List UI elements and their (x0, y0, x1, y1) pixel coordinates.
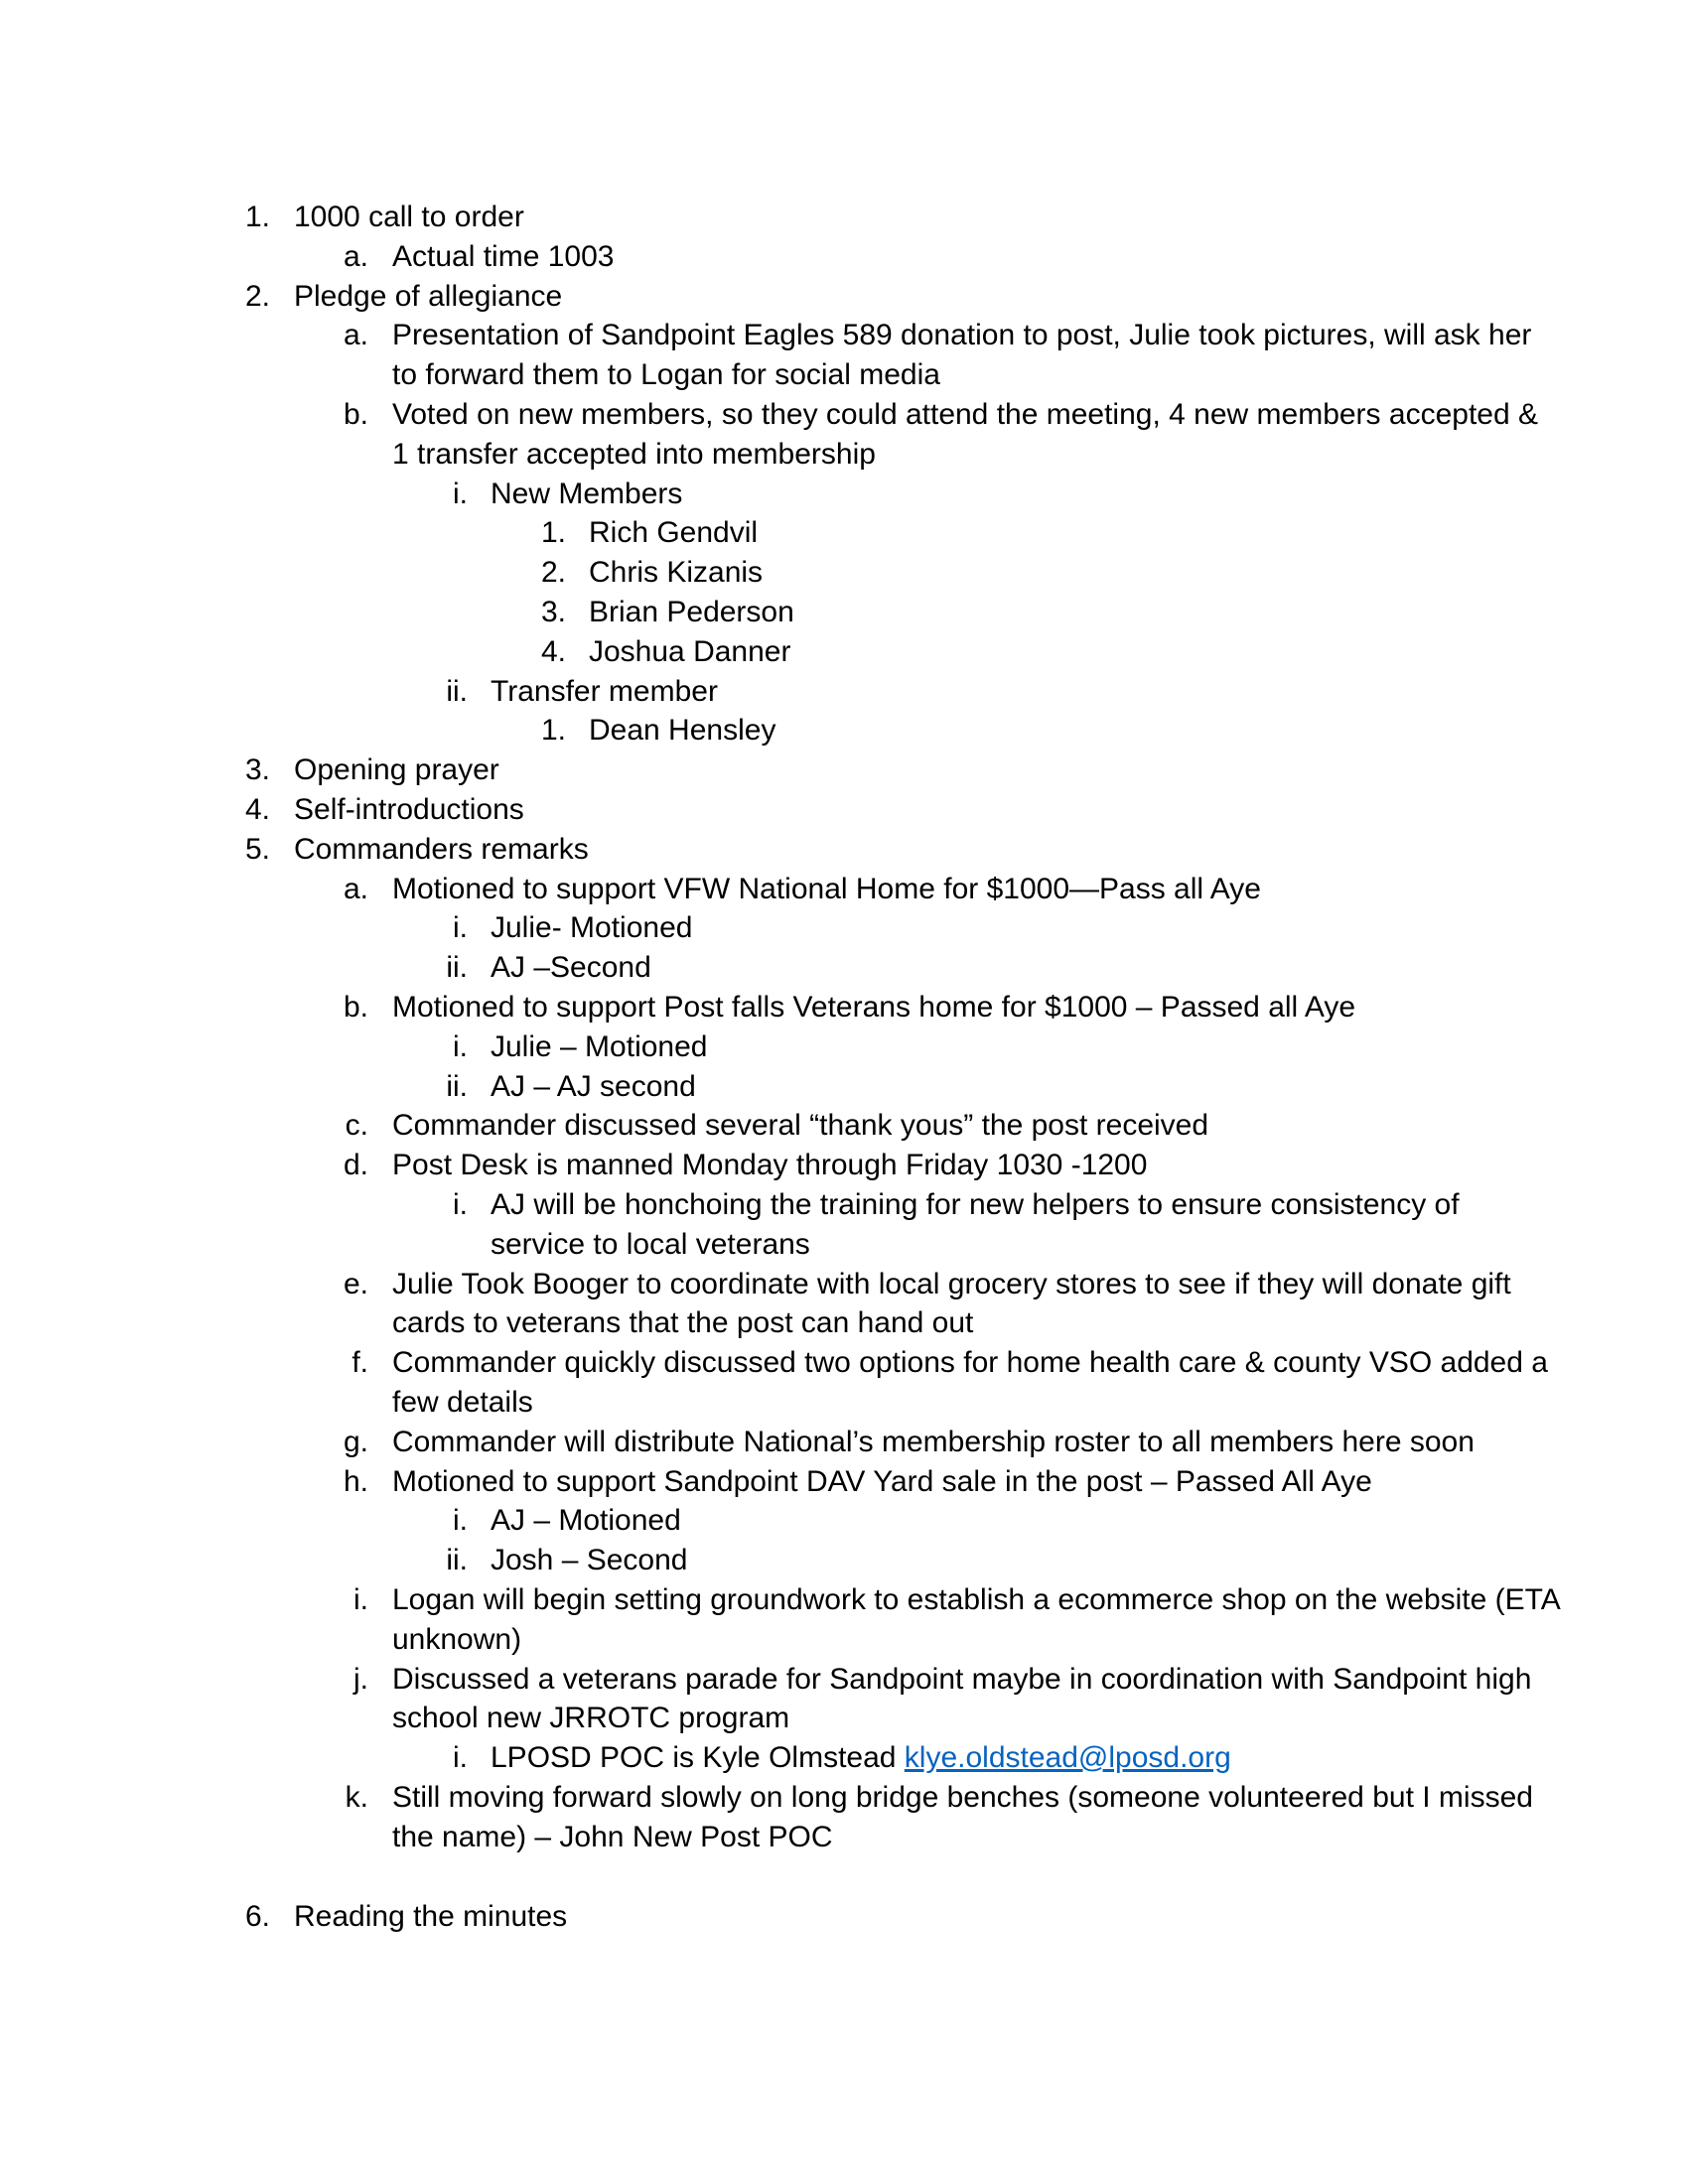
list-item-text (491, 475, 682, 514)
list-item-text-content: Julie- Motioned (491, 911, 693, 945)
list-item-line (0, 751, 1688, 790)
list-marker: a. (343, 239, 368, 273)
list-item-line (0, 593, 1688, 632)
list-item-line (0, 475, 1688, 514)
list-item-text-content: Motioned to support Post falls Veterans home for $1000 – Passed all Aye (392, 991, 1356, 1024)
list-marker: i. (453, 1029, 468, 1063)
list-item-text (294, 790, 524, 830)
list-item-text (392, 1423, 1475, 1462)
list-item-text-content: Motioned to support VFW National Home for $1000—Pass all Aye (392, 872, 1261, 905)
list-item-text: Discussed a veterans parade for Sandpoint maybe in coordination with Sandpoint high (392, 1662, 1532, 1696)
list-item-line (0, 1225, 1688, 1265)
list-marker: i. (453, 1741, 468, 1775)
list-marker: k. (345, 1781, 368, 1814)
list-item-text (392, 988, 1355, 1027)
list-marker: 3. (540, 596, 566, 628)
list-item-line (0, 830, 1688, 870)
list-item-text (491, 1738, 1231, 1778)
list-item-line (0, 355, 1688, 395)
list-marker: d. (343, 1149, 368, 1182)
list-item-text (294, 830, 589, 870)
list-marker: 3. (244, 753, 270, 787)
list-item-text-content: Chris Kizanis (589, 556, 764, 590)
list-item-text-content: Motioned to support Sandpoint DAV Yard sale in the post – Passed All Aye (392, 1464, 1372, 1498)
list-item-line (0, 395, 1688, 435)
list-marker: ii. (446, 1544, 468, 1577)
list-item-text (294, 198, 524, 237)
list-item-line (0, 277, 1688, 317)
list-item-text: unknown) (392, 1622, 522, 1656)
list-item-text: Presentation of Sandpoint Eagles 589 donation to post, Julie took pictures, will ask her (392, 319, 1532, 352)
list-item-text (491, 672, 718, 712)
list-item-text-content: Self-introductions (294, 793, 524, 826)
list-marker: g. (343, 1425, 368, 1458)
list-item-text (491, 1501, 681, 1541)
list-item-line (0, 316, 1688, 355)
list-item-text-content: Julie – Motioned (491, 1029, 708, 1063)
list-item-text-content: AJ – AJ second (491, 1069, 696, 1103)
list-marker: 4. (540, 634, 566, 668)
list-item-text: Voted on new members, so they could attend the meeting, 4 new members accepted & (392, 398, 1538, 431)
list-marker: a. (343, 319, 368, 352)
list-item-line (0, 1462, 1688, 1502)
list-item-line (0, 513, 1688, 553)
list-item-text (491, 1027, 707, 1067)
list-marker: 2. (540, 556, 566, 590)
list-item-text (589, 711, 775, 751)
list-item-line (0, 1541, 1688, 1580)
list-item-text: Commander quickly discussed two options for home health care & county VSO added a (392, 1346, 1548, 1380)
list-marker: h. (343, 1464, 368, 1498)
list-item-text-content: Brian Pederson (589, 596, 794, 628)
list-item-text (294, 277, 562, 317)
list-marker: j. (353, 1662, 368, 1696)
list-item-line (0, 908, 1688, 948)
list-item-text: service to local veterans (491, 1227, 810, 1261)
list-item-text-content: New Members (491, 477, 683, 510)
list-item-text (589, 553, 763, 593)
list-item-text: Julie Took Booger to coordinate with local grocery stores to see if they will donate gift (392, 1267, 1511, 1300)
list-item-line (0, 1265, 1688, 1304)
list-item-text: cards to veterans that the post can hand out (392, 1306, 974, 1340)
list-item-line (0, 1343, 1688, 1383)
list-marker: 1. (540, 714, 566, 748)
list-item-text-content: AJ – Motioned (491, 1504, 681, 1538)
list-item-text-content: Actual time 1003 (392, 239, 615, 273)
list-item-text (392, 1146, 1147, 1185)
list-item-text: to forward them to Logan for social media (392, 358, 940, 392)
list-marker: i. (353, 1583, 368, 1616)
list-item-text (491, 908, 692, 948)
list-item-line (0, 711, 1688, 751)
list-item-text-content: Opening prayer (294, 753, 499, 787)
list-item-text (294, 1897, 567, 1937)
list-item-text: Still moving forward slowly on long bridge benches (someone volunteered but I missed (392, 1781, 1533, 1814)
list-item-line (0, 632, 1688, 672)
list-item-line (0, 1660, 1688, 1700)
list-item-text: the name) – John New Post POC (392, 1820, 833, 1853)
list-item-text-content: Rich Gendvil (589, 516, 759, 550)
list-item-line (0, 790, 1688, 830)
list-item-text-content: Joshua Danner (589, 634, 791, 668)
list-item-text: Logan will begin setting groundwork to establish a ecommerce shop on the website (ETA (392, 1583, 1561, 1616)
list-item-text (589, 513, 758, 553)
list-item-text: AJ will be honchoing the training for new helpers to ensure consistency of (491, 1188, 1460, 1221)
list-item-line (0, 1303, 1688, 1343)
list-item-line (0, 1699, 1688, 1738)
list-item-text (392, 1462, 1372, 1502)
list-item-line (0, 948, 1688, 988)
list-item-text (491, 948, 651, 988)
list-item-line (0, 1067, 1688, 1107)
list-item-text: school new JRROTC program (392, 1702, 790, 1735)
list-item-text-content: Josh – Second (491, 1544, 688, 1577)
list-marker: ii. (446, 951, 468, 985)
list-item-line (0, 1185, 1688, 1225)
list-marker: 5. (244, 832, 270, 866)
list-item-line (0, 1897, 1688, 1937)
list-item-line (0, 1146, 1688, 1185)
list-item-line (0, 1501, 1688, 1541)
list-item-line (0, 1106, 1688, 1146)
list-marker: 2. (244, 279, 270, 313)
list-item-text-content: Transfer member (491, 674, 718, 708)
list-item-line (0, 435, 1688, 475)
list-item-line (0, 672, 1688, 712)
list-item-line (0, 1027, 1688, 1067)
list-marker: 1. (540, 516, 566, 550)
list-marker: i. (453, 1504, 468, 1538)
list-item-line (0, 553, 1688, 593)
list-item-text (392, 870, 1261, 909)
list-item-text-content: Commanders remarks (294, 832, 589, 866)
list-marker: 1. (244, 201, 270, 233)
list-marker: 4. (244, 793, 270, 826)
list-marker: 6. (244, 1899, 270, 1933)
list-marker: i. (453, 1188, 468, 1221)
list-item-line (0, 988, 1688, 1027)
list-item-text (294, 751, 499, 790)
list-item-text-content: Commander discussed several “thank yous” the post received (392, 1109, 1209, 1143)
list-item-line (0, 1738, 1688, 1778)
list-marker: ii. (446, 1069, 468, 1103)
list-item-text: 1 transfer accepted into membership (392, 437, 876, 471)
list-item-text-content: Pledge of allegiance (294, 279, 563, 313)
list-item-line (0, 1383, 1688, 1423)
list-item-line (0, 870, 1688, 909)
list-item-text-content: Commander will distribute National’s membership roster to all members here soon (392, 1425, 1475, 1458)
list-marker: ii. (446, 674, 468, 708)
list-marker: a. (343, 872, 368, 905)
list-marker: i. (453, 911, 468, 945)
list-item-text (392, 237, 614, 277)
list-item-text-content: 1000 call to order (294, 201, 524, 233)
list-marker: b. (343, 398, 368, 431)
list-item-text (491, 1067, 696, 1107)
email-link[interactable]: klye.oldstead@lposd.org (904, 1741, 1231, 1775)
list-marker: i. (453, 477, 468, 510)
list-item-text-content: Post Desk is manned Monday through Friday 1030 -1200 (392, 1149, 1148, 1182)
list-item-line (0, 1423, 1688, 1462)
list-item-text (589, 632, 790, 672)
list-marker: e. (343, 1267, 368, 1300)
list-marker: f. (352, 1346, 368, 1380)
list-item-text (392, 1106, 1208, 1146)
list-item-text (589, 593, 794, 632)
list-item-line (0, 1778, 1688, 1818)
list-item-text-content: AJ –Second (491, 951, 651, 985)
list-marker: b. (343, 991, 368, 1024)
list-item-text-content: Dean Hensley (589, 714, 776, 748)
list-item-text-content: Reading the minutes (294, 1899, 568, 1933)
list-item-line (0, 1818, 1688, 1857)
list-item-line (0, 1620, 1688, 1660)
list-item-text-content: LPOSD POC is Kyle Olmstead (491, 1741, 905, 1775)
list-item-line (0, 237, 1688, 277)
list-item-line (0, 198, 1688, 237)
list-item-text (491, 1541, 687, 1580)
list-item-line (0, 1580, 1688, 1620)
list-marker: c. (345, 1109, 368, 1143)
list-item-text: few details (392, 1386, 533, 1419)
